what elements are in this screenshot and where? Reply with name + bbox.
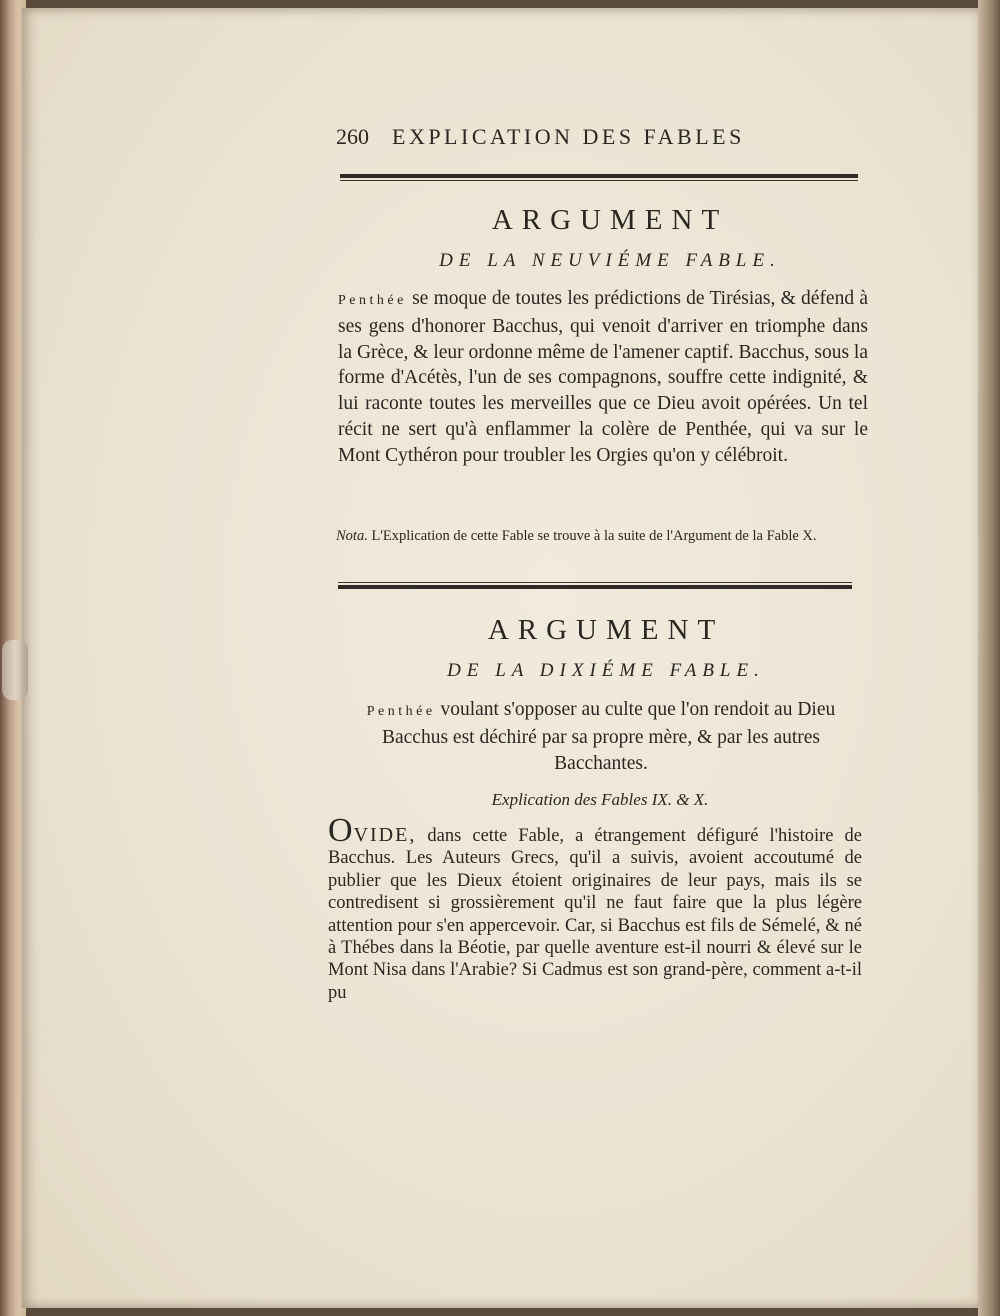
argument-x-lead: Penthée [366, 704, 436, 719]
explication-heading: Explication des Fables IX. & X. [491, 790, 709, 809]
header-rule [340, 174, 858, 182]
book-page [22, 8, 982, 1308]
explication-text: dans cette Fable, a étrangement défiguré l'histoire de Bacchus. Les Auteurs Grecs, qu'il a suivis, avoient accoutumé de publier que les Dieux étoient originaires de leur pays, mais ils se contredisent si grossièrement qu'il ne faut faire que la plus légère attention pour s'en appercevoir. Car, si Bacchus est fils de Sémelé, & né à Thébes dans la Béotie, par quelle aventure est-il nourri & élevé sur le Mont Nisa dans l'Arabie? Si Cadmus est son grand-père, comment a-t-il pu [328, 826, 863, 1003]
rule-thin-line [340, 180, 858, 181]
section-rule [338, 582, 852, 590]
argument-x-body [336, 697, 866, 776]
nota-paragraph [336, 528, 864, 545]
binding-clip [2, 640, 28, 700]
page-number: 260 [336, 124, 369, 149]
page-edge [978, 0, 1000, 1316]
nota-text: L'Explication de cette Fable se trouve à la suite de l'Argument de la Fable X. [371, 528, 817, 544]
rule-thick-line [340, 174, 858, 178]
argument-ix-text: se moque de toutes les prédictions de Tirésias, & défend à ses gens d'honorer Bacchus, qui venoit d'arriver en triomphe dans la Grèce, & leur ordonne même de l'amener captif. Bacchus, sous la forme d'Acétès, l'un de ses compagnons, souffre cette indignité, & lui raconte toutes les merveilles que ce Dieu avoit opérées. Un tel récit ne sert qu'à enflammer la colère de Penthée, qui va sur le Mont Cythéron pour troubler les Orgies qu'on y célébroit. [338, 288, 868, 466]
running-head-title: EXPLICATION DES FABLES [392, 124, 745, 149]
explication-body [328, 812, 863, 1004]
argument-x-title: ARGUMENT [487, 614, 725, 646]
nota-label: Nota. [336, 528, 368, 544]
rule-thin-line [338, 582, 852, 583]
argument-x-text: voulant s'opposer au culte que l'on rendoit au Dieu Bacchus est déchiré par sa propre mère, & par les autres Bacchantes. [381, 699, 836, 774]
running-header [336, 124, 816, 150]
rule-thick-line [338, 585, 852, 589]
argument-ix-lead: Penthée [338, 293, 407, 308]
drop-cap: O [328, 812, 354, 849]
explication-lead: VIDE, [353, 824, 417, 846]
argument-x-subtitle: DE LA DIXIÉME FABLE. [447, 660, 765, 681]
argument-ix-subtitle: DE LA NEUVIÉME FABLE. [439, 250, 781, 271]
argument-ix-body [338, 286, 868, 469]
argument-ix-title: ARGUMENT [491, 204, 729, 236]
